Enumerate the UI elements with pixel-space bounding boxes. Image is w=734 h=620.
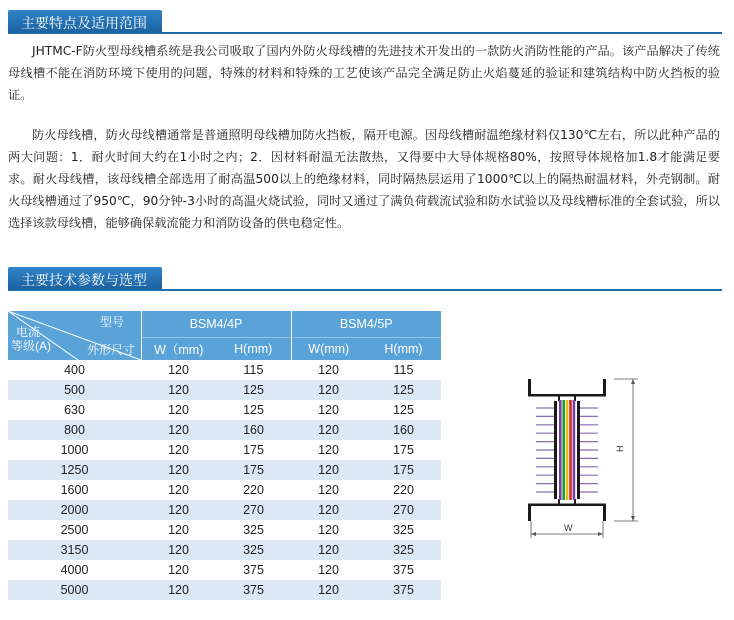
- current-rating-cell: 2000: [8, 500, 141, 520]
- section-header-features: [0, 4, 722, 34]
- h-b-cell: 375: [366, 580, 441, 600]
- housing-top-plate: [528, 394, 606, 397]
- h-b-cell: 175: [366, 460, 441, 480]
- w-b-cell: 120: [291, 580, 366, 600]
- w-b-cell: 120: [291, 560, 366, 580]
- conductor-bar: [562, 400, 565, 500]
- spec-table: [8, 311, 441, 600]
- w-a-cell: 120: [141, 420, 216, 440]
- corner-model-label: 型号: [100, 315, 125, 329]
- table-row: [8, 540, 441, 560]
- col-header-h-b: H(mm): [366, 338, 441, 361]
- w-b-cell: 120: [291, 360, 366, 380]
- current-rating-cell: 400: [8, 360, 141, 380]
- w-b-cell: 120: [291, 440, 366, 460]
- housing-bottom-right: [574, 499, 606, 521]
- h-a-cell: 220: [216, 480, 291, 500]
- width-arrow-right: [598, 532, 603, 536]
- section-divider: [8, 32, 722, 34]
- w-b-cell: 120: [291, 540, 366, 560]
- w-b-cell: 120: [291, 500, 366, 520]
- housing-bottom-plate: [528, 504, 606, 507]
- table-row: [8, 500, 441, 520]
- current-rating-cell: 1000: [8, 440, 141, 460]
- w-b-cell: 120: [291, 480, 366, 500]
- table-corner-header: [8, 311, 141, 360]
- table-row: [8, 360, 441, 380]
- conductor-bar: [569, 400, 572, 500]
- section-title: 主要特点及适用范围: [21, 16, 147, 32]
- spec-table-body: [8, 360, 441, 600]
- w-a-cell: 120: [141, 360, 216, 380]
- h-b-cell: 115: [366, 360, 441, 380]
- table-row: [8, 420, 441, 440]
- h-a-cell: 175: [216, 440, 291, 460]
- h-a-cell: 375: [216, 580, 291, 600]
- housing-top-right: [574, 379, 606, 401]
- table-row: [8, 520, 441, 540]
- w-a-cell: 120: [141, 400, 216, 420]
- h-b-cell: 125: [366, 380, 441, 400]
- w-a-cell: 120: [141, 520, 216, 540]
- h-b-cell: 375: [366, 560, 441, 580]
- h-a-cell: 270: [216, 500, 291, 520]
- w-a-cell: 120: [141, 440, 216, 460]
- h-a-cell: 125: [216, 380, 291, 400]
- table-row: [8, 560, 441, 580]
- w-a-cell: 120: [141, 540, 216, 560]
- height-arrow-top: [631, 379, 635, 384]
- table-row: [8, 440, 441, 460]
- width-arrow-left: [531, 532, 536, 536]
- col-header-h-a: H(mm): [216, 338, 291, 361]
- section-tab: [8, 267, 162, 291]
- conductor-bars: [559, 400, 575, 500]
- current-rating-cell: 630: [8, 400, 141, 420]
- model-header-bsm44p: BSM4/4P: [141, 311, 291, 338]
- current-rating-cell: 800: [8, 420, 141, 440]
- h-a-cell: 115: [216, 360, 291, 380]
- h-b-cell: 125: [366, 400, 441, 420]
- housing-bottom-left: [528, 499, 560, 521]
- conductor-bar: [566, 400, 569, 500]
- corner-current-label-2: 等级(A): [11, 339, 51, 353]
- current-rating-cell: 2500: [8, 520, 141, 540]
- details-paragraph: 防火母线槽，防火母线槽通常是普通照明母线槽加防火挡板，隔开电源。因母线槽耐温绝缘材料仅130℃左右，所以此种产品的两大问题：1．耐火时间大约在1小时之内；2．因材料耐温无法散热，又得要中大导体规格80%，按照导体规格加1.8才能满足要求。耐火母线槽，该母线槽全部选用了耐高温500以上的绝缘材料，同时隔热层运用了1000℃以上的隔热耐温材料，外壳钢制。耐火母线槽通过了950℃，90分钟-3小时的高温火烧试验，同时又通过了满负荷载流试验和防水试验以及母线槽标准的全套试验，所以选择该款母线槽，能够确保载流能力和消防设备的供电稳定性。: [8, 128, 720, 230]
- height-label: H: [615, 445, 625, 452]
- h-a-cell: 175: [216, 460, 291, 480]
- w-a-cell: 120: [141, 560, 216, 580]
- current-rating-cell: 1250: [8, 460, 141, 480]
- current-rating-cell: 500: [8, 380, 141, 400]
- w-b-cell: 120: [291, 380, 366, 400]
- table-row: [8, 400, 441, 420]
- w-b-cell: 120: [291, 420, 366, 440]
- col-header-w-a: W（mm): [141, 338, 216, 361]
- section-title: 主要技术参数与选型: [21, 273, 147, 289]
- h-a-cell: 160: [216, 420, 291, 440]
- h-a-cell: 375: [216, 560, 291, 580]
- current-rating-cell: 3150: [8, 540, 141, 560]
- table-row: [8, 480, 441, 500]
- w-b-cell: 120: [291, 400, 366, 420]
- h-b-cell: 325: [366, 520, 441, 540]
- width-label: W: [564, 523, 573, 533]
- col-header-w-b: W(mm): [291, 338, 366, 361]
- w-b-cell: 120: [291, 460, 366, 480]
- h-a-cell: 325: [216, 540, 291, 560]
- w-a-cell: 120: [141, 460, 216, 480]
- w-b-cell: 120: [291, 520, 366, 540]
- w-a-cell: 120: [141, 580, 216, 600]
- h-b-cell: 160: [366, 420, 441, 440]
- conductor-bar: [559, 400, 562, 500]
- corner-dimension-label: 外形尺寸: [87, 343, 136, 357]
- h-b-cell: 270: [366, 500, 441, 520]
- intro-paragraph: JHTMC-F防火型母线槽系统是我公司吸取了国内外防火母线槽的先进技术开发出的一款防火消防性能的产品。该产品解决了传统母线槽不能在消防环境下使用的问题，特殊的材料和特殊的工艺使该产品完全满足防止火焰蔓延的验证和建筑结构中防火挡板的验证。: [8, 44, 720, 102]
- conductor-bar: [573, 400, 576, 500]
- current-rating-cell: 5000: [8, 580, 141, 600]
- housing-top-left: [528, 379, 560, 401]
- height-arrow-bottom: [631, 516, 635, 521]
- h-a-cell: 125: [216, 400, 291, 420]
- section-divider: [8, 289, 722, 291]
- current-rating-cell: 1600: [8, 480, 141, 500]
- section-header-specs: [0, 261, 722, 291]
- table-row: [8, 460, 441, 480]
- h-b-cell: 325: [366, 540, 441, 560]
- corner-current-label-1: 电流: [16, 325, 41, 339]
- model-header-bsm45p: BSM4/5P: [291, 311, 441, 338]
- w-a-cell: 120: [141, 500, 216, 520]
- current-rating-cell: 4000: [8, 560, 141, 580]
- w-a-cell: 120: [141, 380, 216, 400]
- section-tab: [8, 10, 162, 34]
- table-row: [8, 580, 441, 600]
- h-b-cell: 175: [366, 440, 441, 460]
- busway-cross-section-diagram: [510, 370, 645, 550]
- table-row: [8, 380, 441, 400]
- housing-side-left: [554, 401, 557, 499]
- housing-side-right: [577, 401, 580, 499]
- w-a-cell: 120: [141, 480, 216, 500]
- h-a-cell: 325: [216, 520, 291, 540]
- h-b-cell: 220: [366, 480, 441, 500]
